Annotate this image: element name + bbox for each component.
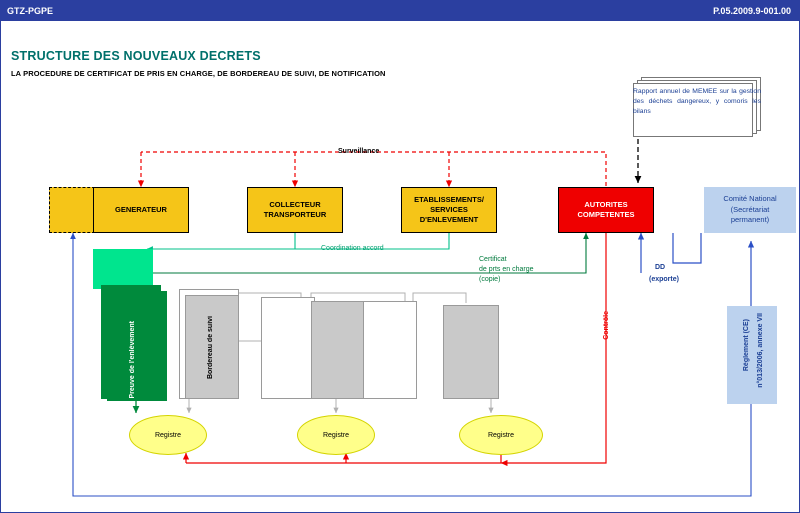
registre-1[interactable] xyxy=(129,415,207,455)
comite-label-line2: (Secrétariat xyxy=(730,204,770,214)
bordereau-stack-2 xyxy=(311,301,365,399)
etablissements-label-line3: D'ENLEVEMENT xyxy=(419,215,479,225)
node-comite-national[interactable] xyxy=(704,187,796,233)
autorites-label-line1: AUTORITES xyxy=(584,199,628,209)
bordereau-stack-3 xyxy=(443,305,499,399)
bordereau-suivi-label: Bordereau de suivi xyxy=(207,316,214,380)
etablissements-label-line1: ETABLISSEMENTS/ xyxy=(414,194,484,204)
collecteur-label-line1: COLLECTEUR xyxy=(269,199,321,209)
comite-label-line1: Comité National xyxy=(723,194,777,204)
registre-2[interactable] xyxy=(297,415,375,455)
bordereau-sheet-white-2 xyxy=(261,297,315,399)
node-collecteur-transporteur[interactable] xyxy=(247,187,343,233)
autorites-label-line2: COMPETENTES xyxy=(577,210,635,219)
rapport-annuel-text: Rapport annuel de MEMEE sur la gestion des déchets dangereux, y comoris les bilans xyxy=(633,88,761,116)
preuve-sheet-light xyxy=(93,249,153,289)
preuve-sheet-front xyxy=(107,291,167,401)
reglement-ce-box[interactable] xyxy=(727,306,777,404)
node-generateur[interactable] xyxy=(93,187,189,233)
label-coordination-accord: Coordination accord xyxy=(321,245,384,252)
page-subtitle: LA PROCEDURE DE CERTIFICAT DE PRIS EN CHARGE, DE BORDEREAU DE SUIVI, DE NOTIFICATION xyxy=(11,69,386,78)
generateur-side-box xyxy=(49,187,95,233)
header-bar xyxy=(1,1,799,21)
registre-3-label: Registre xyxy=(487,431,515,439)
label-surveillance: Surveillance xyxy=(338,148,380,155)
bordereau-sheet-white-3 xyxy=(363,301,417,399)
comite-label-line3: permanent) xyxy=(730,215,770,225)
header-left-text: GTZ-PGPE xyxy=(7,6,54,16)
reglement-ce-label-line2: n°013/2006, annexe VII xyxy=(757,313,764,388)
label-certificat-line1: Certificat xyxy=(479,256,507,263)
preuve-enlevement-label: Preuve de l'enlèvement xyxy=(129,321,136,399)
label-certificat-line3: (copie) xyxy=(479,276,501,283)
registre-2-label: Registre xyxy=(322,431,350,439)
label-dd-line2: (exporte) xyxy=(649,276,679,283)
label-controle: Contrôle xyxy=(603,311,610,340)
label-dd-line1: DD xyxy=(655,264,666,271)
collecteur-label-line2: TRANSPORTEUR xyxy=(263,210,327,219)
registre-1-label: Registre xyxy=(154,431,182,439)
etablissements-label-line2: SERVICES xyxy=(430,204,468,214)
generateur-label: GENERATEUR xyxy=(115,204,167,214)
header-right-text: P.05.2009.9-001.00 xyxy=(713,6,791,16)
registre-3[interactable] xyxy=(459,415,543,455)
node-autorites-competentes[interactable] xyxy=(558,187,654,233)
label-certificat-line2: de prts en charge xyxy=(479,266,534,273)
node-etablissements-services-enlevement[interactable] xyxy=(401,187,497,233)
reglement-ce-label-line1: Règlement (CE) xyxy=(743,319,750,372)
page-title: STRUCTURE DES NOUVEAUX DECRETS xyxy=(11,49,261,63)
